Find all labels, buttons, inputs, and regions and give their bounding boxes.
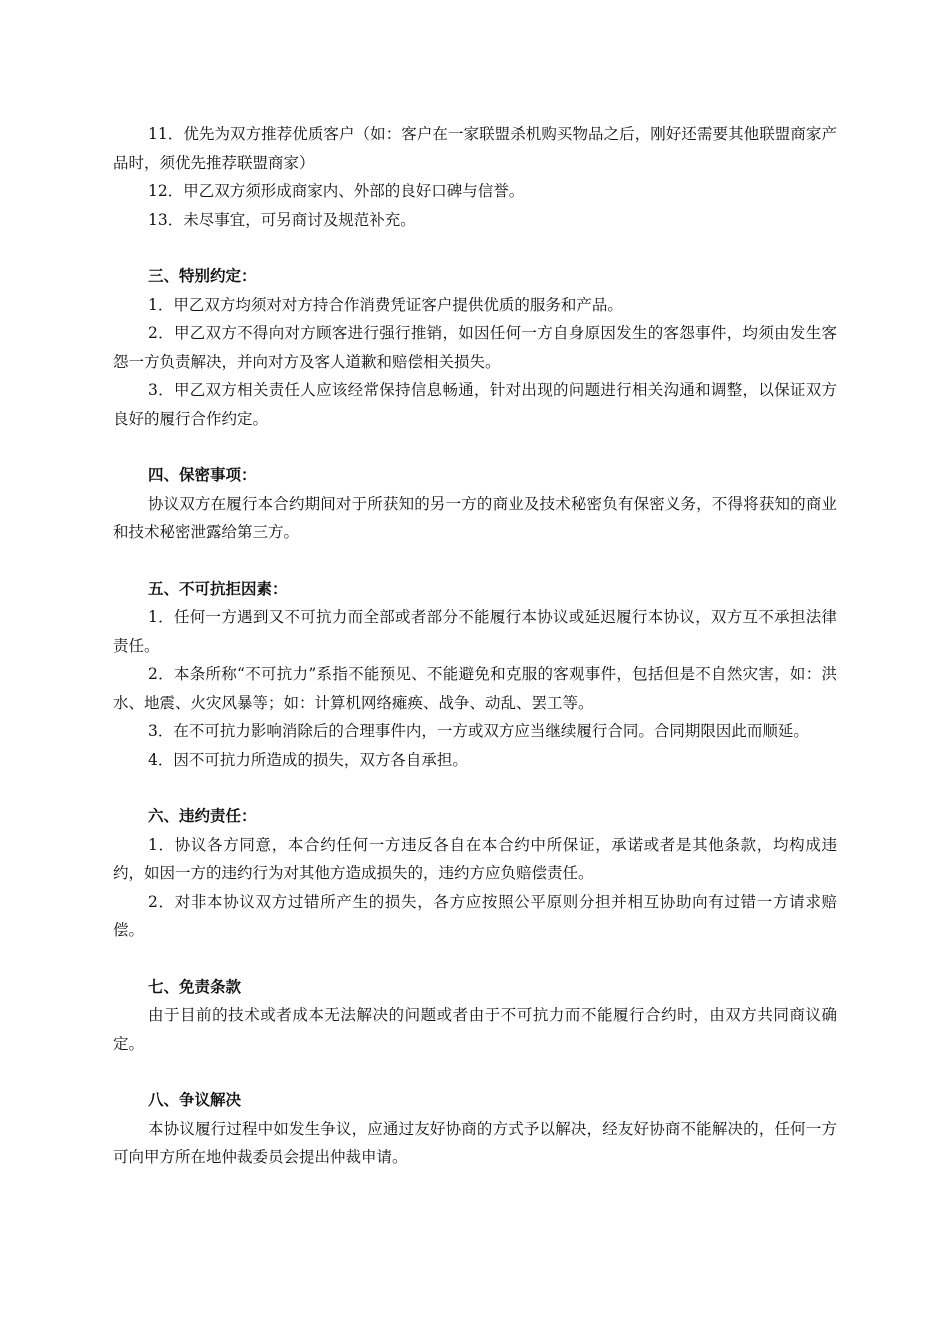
section-paragraph: 协议双方在履行本合约期间对于所获知的另一方的商业及技术秘密负有保密义务，不得将获知的商业和技术秘密泄露给第三方。 [113,494,837,541]
section-paragraph: 由于目前的技术或者成本无法解决的问题或者由于不可抗力而不能履行合约时，由双方共同商议确定。 [113,1006,837,1053]
section-paragraph: 4．因不可抗力所造成的损失，双方各自承担。 [148,750,468,769]
section-gap [113,234,837,262]
section-heading: 八、争议解决 [148,1090,242,1109]
intro-item-12: 12．甲乙双方须形成商家内、外部的良好口碑与信誉。 [148,182,525,200]
intro-items [113,120,837,234]
section-paragraph: 1．协议各方同意，本合约任何一方违反各自在本合约中所保证，承诺或者是其他条款，均构成违约，如因一方的违约行为对其他方造成损失的，违约方应负赔偿责任。 [113,835,837,882]
section-heading: 六、违约责任： [148,806,257,825]
section-breach-liability [113,802,837,945]
section-paragraph: 2．甲乙双方不得向对方顾客进行强行推销，如因任何一方自身原因发生的客怨事件，均须由发生客怨一方负责解决，并向对方及客人道歉和赔偿相关损失。 [113,324,837,371]
section-heading: 三、特别约定： [148,266,257,285]
section-confidentiality [113,461,837,547]
section-dispute-resolution [113,1086,837,1172]
section-paragraph: 1．甲乙双方均须对对方持合作消费凭证客户提供优质的服务和产品。 [148,295,623,314]
document-page [113,120,837,1172]
section-special-agreement [113,262,837,433]
section-gap [113,1058,837,1086]
section-force-majeure [113,575,837,775]
section-gap [113,945,837,973]
intro-item-13: 13．未尽事宜，可另商讨及规范补充。 [148,210,416,229]
section-heading: 五、不可抗拒因素： [148,578,288,598]
section-heading: 七、免责条款 [148,976,242,996]
section-paragraph: 2．本条所称“不可抗力”系指不能预见、不能避免和克服的客观事件，包括但是不自然灾害，如：洪水、地震、火灾风暴等；如：计算机网络瘫痪、战争、动乱、罢工等。 [113,665,837,712]
section-heading: 四、保密事项： [148,465,257,484]
section-paragraph: 1．任何一方遇到又不可抗力而全部或者部分不能履行本协议或延迟履行本协议，双方互不承担法律责任。 [113,608,837,655]
section-disclaimer [113,973,837,1059]
section-paragraph: 2．对非本协议双方过错所产生的损失，各方应按照公平原则分担并相互协助向有过错一方请求赔偿。 [113,892,837,939]
section-gap [113,547,837,575]
section-gap [113,433,837,461]
section-paragraph: 本协议履行过程中如发生争议，应通过友好协商的方式予以解决，经友好协商不能解决的，任何一方可向甲方所在地仲裁委员会提出仲裁申请。 [113,1119,837,1166]
section-paragraph: 3．甲乙双方相关责任人应该经常保持信息畅通，针对出现的问题进行相关沟通和调整，以保证双方良好的履行合作约定。 [113,381,837,428]
intro-item-11: 11．优先为双方推荐优质客户（如：客户在一家联盟杀机购买物品之后，刚好还需要其他联盟商家产品时，须优先推荐联盟商家） [113,125,837,172]
section-gap [113,774,837,802]
section-paragraph: 3．在不可抗力影响消除后的合理事件内，一方或双方应当继续履行合同。合同期限因此而顺延。 [148,722,809,740]
